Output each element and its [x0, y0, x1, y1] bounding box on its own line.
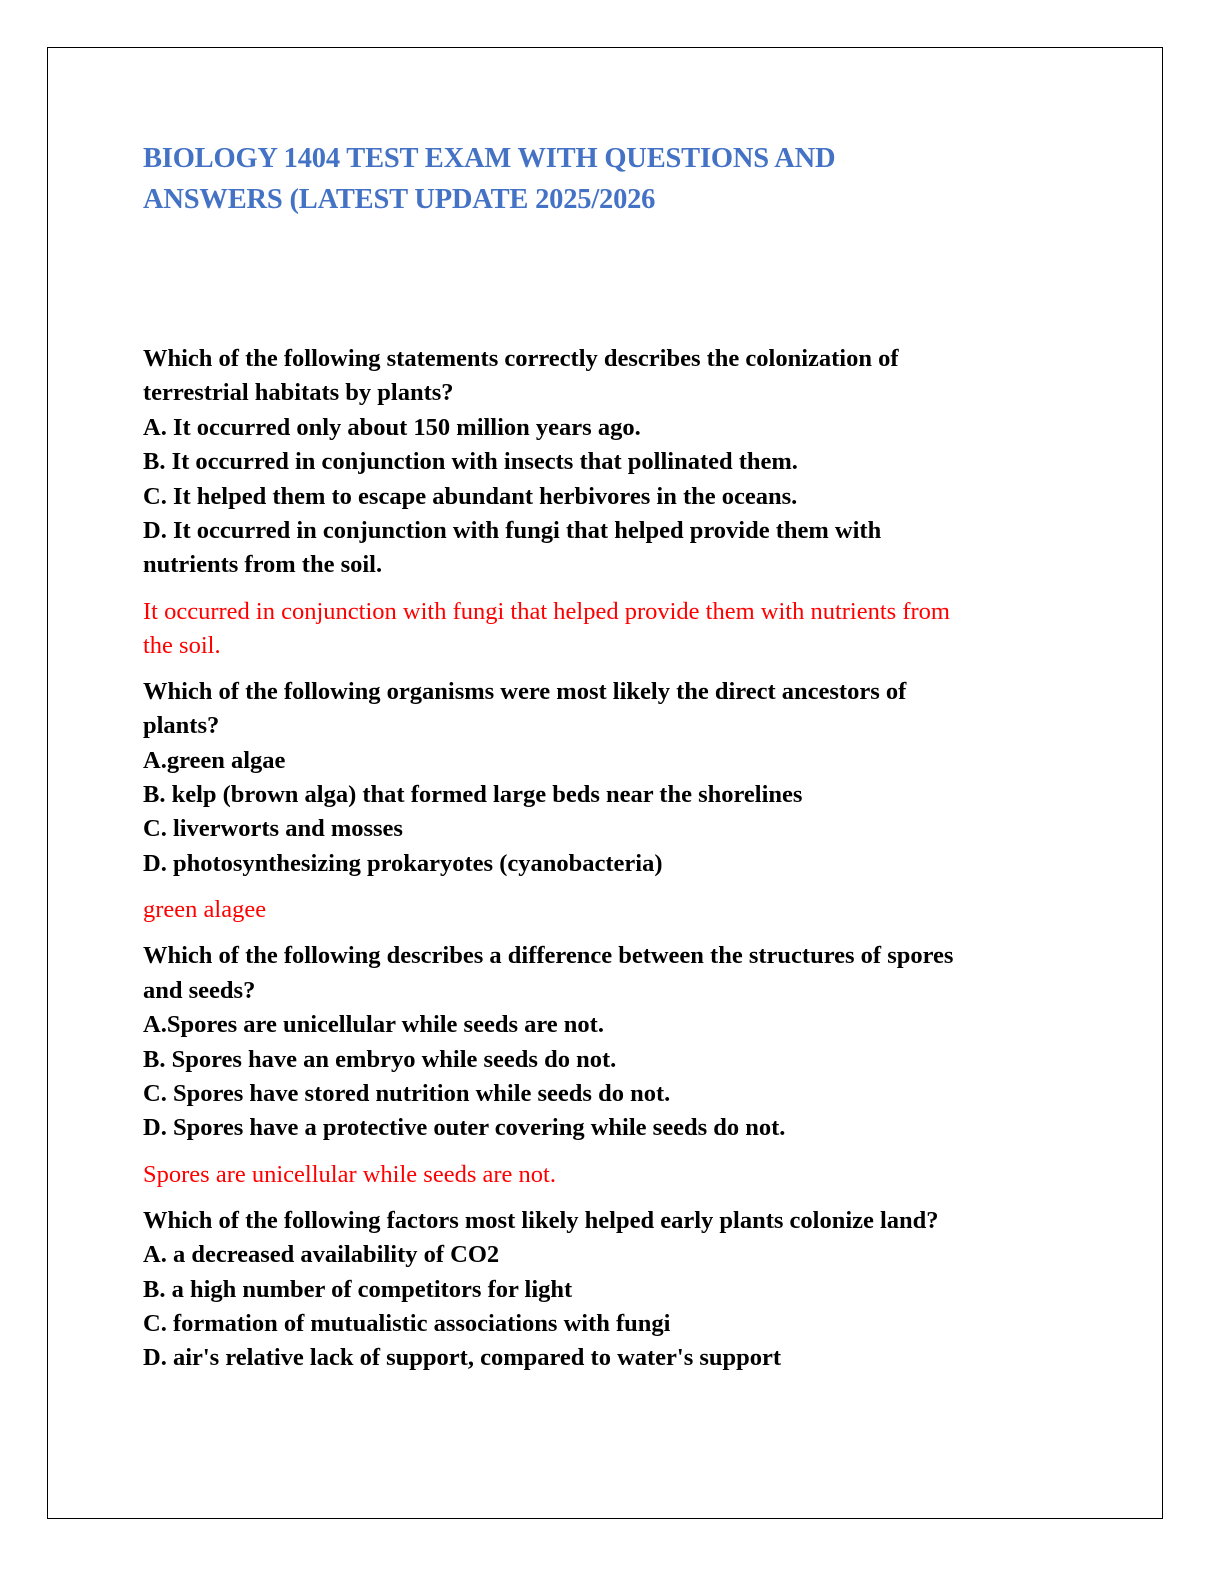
- question-list: [143, 342, 1093, 1376]
- question-text: and seeds?: [143, 976, 256, 1004]
- option-d: D. photosynthesizing prokaryotes (cyanobacteria): [143, 849, 663, 877]
- question-text: Which of the following describes a difference between the structures of spores: [143, 942, 954, 970]
- option-a: A.green algae: [143, 746, 286, 774]
- option-c: C. liverworts and mosses: [143, 815, 403, 843]
- title-line-1: BIOLOGY 1404 TEST EXAM WITH QUESTIONS AND: [143, 143, 836, 174]
- document-title: [143, 138, 1093, 220]
- option-d: D. air's relative lack of support, compared to water's support: [143, 1344, 782, 1372]
- answer-2: [143, 893, 1093, 927]
- option-b: B. Spores have an embryo while seeds do not.: [143, 1045, 617, 1073]
- question-2: [143, 675, 1093, 881]
- answer-text: It occurred in conjunction with fungi that helped provide them with nutrients from: [143, 597, 950, 625]
- answer-text: the soil.: [143, 631, 221, 659]
- option-c: C. Spores have stored nutrition while seeds do not.: [143, 1079, 671, 1107]
- question-text: Which of the following statements correctly describes the colonization of: [143, 345, 899, 372]
- option-b: B. a high number of competitors for light: [143, 1275, 573, 1303]
- answer-text: green alagee: [143, 896, 267, 924]
- answer-text: Spores are unicellular while seeds are not.: [143, 1160, 556, 1188]
- question-text: Which of the following organisms were most likely the direct ancestors of: [143, 677, 907, 705]
- option-d-continued: nutrients from the soil.: [143, 551, 383, 579]
- option-a: A. a decreased availability of CO2: [143, 1241, 500, 1269]
- question-1: [143, 342, 1093, 583]
- question-text: terrestrial habitats by plants?: [143, 379, 454, 407]
- option-a: A.Spores are unicellular while seeds are not.: [143, 1011, 604, 1039]
- question-3: [143, 939, 1093, 1145]
- question-text: Which of the following factors most likely helped early plants colonize land?: [143, 1206, 939, 1234]
- option-c: C. formation of mutualistic associations with fungi: [143, 1309, 671, 1337]
- option-a: A. It occurred only about 150 million years ago.: [143, 413, 641, 441]
- title-line-2: ANSWERS (LATEST UPDATE 2025/2026: [143, 184, 656, 215]
- option-b: B. kelp (brown alga) that formed large beds near the shorelines: [143, 781, 803, 809]
- option-b: B. It occurred in conjunction with insects that pollinated them.: [143, 448, 798, 476]
- question-4: [143, 1204, 1093, 1376]
- document-content: [143, 138, 1093, 1388]
- option-c: C. It helped them to escape abundant herbivores in the oceans.: [143, 482, 798, 510]
- question-text: plants?: [143, 712, 220, 740]
- answer-1: [143, 595, 1093, 663]
- option-d: D. It occurred in conjunction with fungi that helped provide them with: [143, 517, 882, 545]
- option-d: D. Spores have a protective outer covering while seeds do not.: [143, 1114, 786, 1142]
- answer-3: [143, 1158, 1093, 1192]
